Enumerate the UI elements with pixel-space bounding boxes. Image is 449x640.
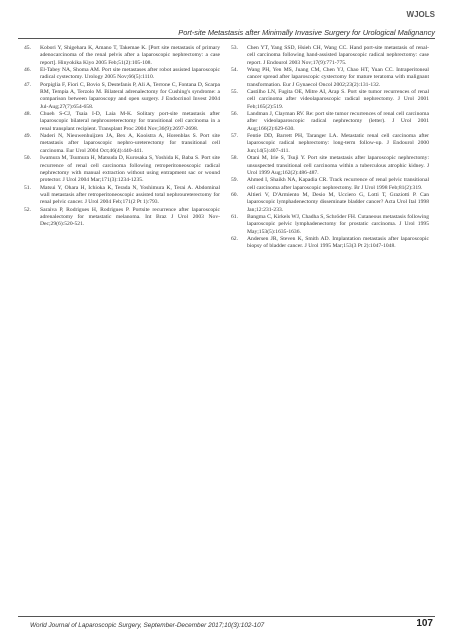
- reference-text: Ahmed I, Shaikh NA, Kapadia CR. Track recurrence of renal pelvic transitional cell carcinoma after laparoscopic nephrectomy. Br J Urol 1998 Feb;81(2):319.: [247, 177, 429, 191]
- reference-item: [24, 207, 220, 229]
- reference-text: Chueh S-CJ, Tsaia I-D, Laia M-K. Solitary port-site metastasis after laparoscopic bilateral nephroureterectomy for transitional cell carcinoma in a renal transplant recipient. Transplant Proc 2004 Nov;36(9):2697-2698.: [40, 111, 220, 132]
- reference-text: Landman J, Clayman RV. Re: port site tumor recurrences of renal cell carcinoma after videolaparoscopic radical nephrectomy (letter). J Urol 2001 Aug;166(2):629-630.: [247, 111, 429, 132]
- reference-number: 61.: [231, 213, 238, 220]
- reference-item: [231, 236, 429, 251]
- reference-item: [24, 111, 220, 133]
- reference-item: [24, 155, 220, 184]
- reference-text: El-Tabey NA, Shoma AM. Port site metastases after robot assisted laparoscopic radical cystectomy. Urology 2005 Nov;66(5):1110.: [40, 67, 220, 81]
- reference-item: [24, 185, 220, 207]
- header-divider: [18, 38, 435, 39]
- reference-text: Porpiglia F, Fiori C, Bovio S, Destefanis P, Ali A, Terrone C, Fontana D, Scarpa RM, Tempia A, Terzolo M. Bilateral adrenalectomy for Cushing's syndrome: a comparison between laparoscopy and open surgery. J Endocrinol Invest 2004 Jul-Aug;27(7):654-658.: [40, 81, 220, 110]
- reference-number: 57.: [231, 133, 238, 140]
- reference-text: Kobori Y, Shigehara K, Amano T, Takemae K. [Port site metastasis of primary adenocarcinoma of the renal pelvis after a laparoscopic nephrectomy: a case report]. Hinyokika Kiyo 2005 Feb;51(2):105-108.: [40, 45, 220, 66]
- reference-text: Altieri V, D'Armiento M, Desio M, Ucciero G, Lotti T, Graziotti P. Can laparoscopic lymphadenectomy disseminate bladder cancer? Acta Urol Ital 1998 Jan;12:231-233.: [247, 191, 429, 213]
- reference-item: [231, 89, 429, 111]
- reference-number: 47.: [24, 81, 31, 88]
- reference-text: Castilho LN, Fugita OE, Mitre AI, Arap S. Port site tumor recurrences of renal cell carcinoma after videolaparoscopic radical nephrectomy. J Urol 2001 Feb;165(2):519.: [247, 89, 429, 110]
- footer-divider: [18, 616, 435, 617]
- reference-item: [24, 45, 220, 67]
- page-number: 107: [416, 618, 433, 629]
- reference-text: Saraiva P, Rodrigues H, Rodrigues P. Portsite recurrence after laparoscopic adrenalectomy for metastatic melanoma. Int Braz J Urol 2003 Nov-Dec;29(6):520-521.: [40, 206, 220, 228]
- reference-number: 45.: [24, 45, 31, 51]
- reference-item: [24, 133, 220, 155]
- reference-number: 60.: [231, 191, 238, 198]
- reference-item: [231, 155, 429, 177]
- reference-number: 58.: [231, 155, 238, 162]
- running-title: Port-site Metastasis after Minimally Invasive Surgery for Urological Malignancy: [178, 28, 435, 37]
- reference-number: 55.: [231, 89, 238, 96]
- reference-text: Wang PH, Yen MS, Juang CM, Chen YJ, Chao HT, Yuan CC. Intraperitoneal cancer spread after laparoscopic cystectomy for mature teratoma with malignant transformation. Eur J Gynaecol Oncol 2002;23(2):131-132.: [247, 67, 429, 88]
- reference-item: [231, 177, 429, 192]
- reference-text: Bangma C, Kirkels WJ, Chadha S, Schröder FH. Cutaneous metastasis following laparoscopic pelvic lymphadenectomy for prostatic carcinoma. J Urol 1995 May;153(5):1635-1636.: [247, 213, 429, 235]
- reference-text: Matsui Y, Ohara H, Ichioka K, Terada N, Yoshimura K, Terai A. Abdominal wall metastasis after retroperitoneoscopic assisted total nephroureterectomy for renal pelvic cancer. J Urol 2004 Feb;171(2 Pt 1):793.: [40, 184, 220, 206]
- reference-number: 50.: [24, 155, 31, 162]
- reference-number: 46.: [24, 67, 31, 74]
- reference-text: Chen YT, Yang SSD, Hsieh CH, Wang CC. Hand port-site metastasis of renal-cell carcinoma following hand-assisted laparoscopic radical nephrectomy: case report. J Endourol 2003 Nov;17(9):771-775.: [247, 45, 429, 66]
- reference-item: [231, 67, 429, 89]
- reference-number: 48.: [24, 111, 31, 118]
- reference-number: 49.: [24, 133, 31, 140]
- reference-item: [231, 192, 429, 214]
- reference-number: 52.: [24, 206, 31, 213]
- reference-text: Otani M, Irie S, Tsuji Y. Port site metastasis after laparoscopic nephrectomy: unsuspected transitional cell carcinoma within a tuberculous atrophic kidney. J Urol 1999 Aug;162(2):486-487.: [247, 155, 429, 176]
- reference-number: 59.: [231, 177, 238, 184]
- reference-item: [231, 111, 429, 133]
- references-right-column: [231, 45, 429, 251]
- reference-number: 54.: [231, 67, 238, 74]
- references-left-column: [24, 45, 220, 229]
- journal-tag: WJOLS: [406, 10, 435, 19]
- reference-item: [231, 45, 429, 67]
- reference-number: 51.: [24, 184, 31, 191]
- footer-journal-citation: World Journal of Laparoscopic Surgery, September-December 2017;10(3):102-107: [30, 622, 265, 629]
- reference-text: Naderi N, Nieuwenhuijzen JA, Bex A, Kooistra A, Horenblas S. Port site metastasis after laparoscopic nephro-ureterectomy for transitional cell carcinoma. Eur Urol 2004 Oct;46(4):440-441.: [40, 133, 220, 154]
- reference-item: [231, 214, 429, 236]
- reference-text: Fentie DD, Barrett PH, Taranger LA. Metastatic renal cell carcinoma after laparoscopic radical nephrectomy: long-term follow-up. J Endourol 2000 Jun;14(5):407-411.: [247, 133, 429, 154]
- reference-text: Iwamura M, Tsumura H, Matsuda D, Kurosaka S, Yoshida K, Baba S. Port site recurrence of renal cell carcinoma following retroperitoneoscopic radical nephrectomy with manual extraction without using entrapment sac or wound protector. J Urol 2004 Mar;171(3):1234-1235.: [40, 155, 220, 184]
- reference-item: [24, 82, 220, 111]
- reference-item: [231, 133, 429, 155]
- reference-number: 56.: [231, 111, 238, 118]
- reference-item: [24, 67, 220, 82]
- reference-number: 62.: [231, 235, 238, 242]
- reference-number: 53.: [231, 45, 238, 51]
- reference-text: Andersen JR, Steven K, Smith AD. Implantation metastasis after laparoscopic biopsy of bladder cancer. J Urol 1995 Mar;153(3 Pt 2):1047-1048.: [247, 235, 429, 250]
